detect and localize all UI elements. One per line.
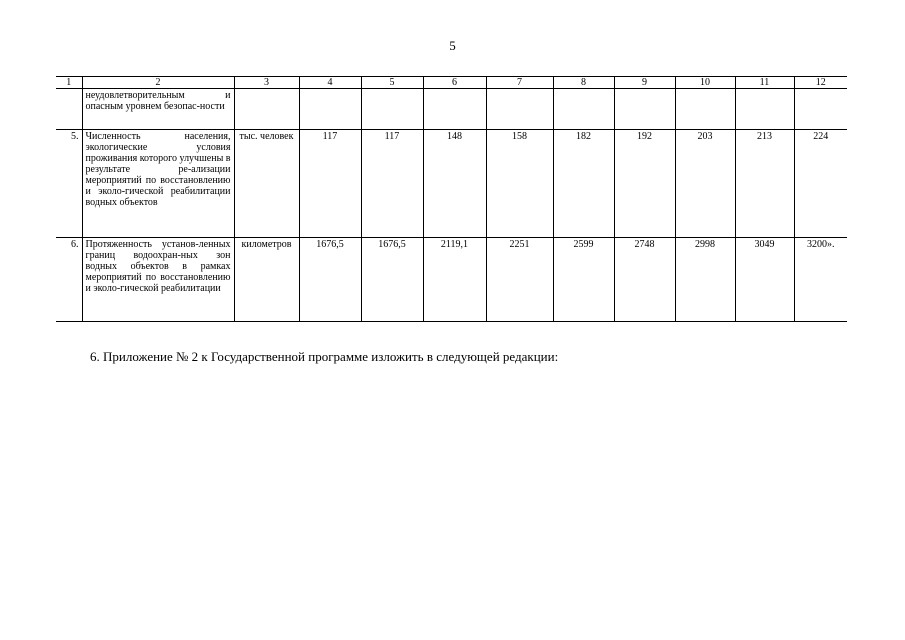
value-cell: 2251 <box>486 238 553 322</box>
value-cell <box>553 89 614 130</box>
value-cell <box>361 89 423 130</box>
value-cell: 224 <box>794 130 847 238</box>
value-cell: 3049 <box>735 238 794 322</box>
value-cell: 158 <box>486 130 553 238</box>
indicator-name: Численность населения, экологические условия проживания которого улучшены в результате ре-ализации мероприятий по восстановлению и эколо-гической реабилитации водных объектов <box>82 130 234 238</box>
indicator-name: Протяженность установ-ленных границ водоохран-ных зон водных объектов в рамках мероприятий по восстановлению и эколо-гической реабилитации <box>82 238 234 322</box>
table-row <box>56 238 847 322</box>
unit-cell <box>234 89 299 130</box>
row-number: 5. <box>56 130 82 238</box>
unit-cell: тыс. человек <box>234 130 299 238</box>
column-header: 12 <box>794 77 847 89</box>
value-cell: 117 <box>299 130 361 238</box>
table-row <box>56 89 847 130</box>
page-number: 5 <box>449 38 456 53</box>
column-header: 9 <box>614 77 675 89</box>
value-cell: 182 <box>553 130 614 238</box>
column-header: 4 <box>299 77 361 89</box>
indicators-table <box>56 76 847 322</box>
value-cell: 2998 <box>675 238 735 322</box>
value-cell: 2119,1 <box>423 238 486 322</box>
column-header: 11 <box>735 77 794 89</box>
body-paragraph: 6. Приложение № 2 к Государственной программе изложить в следующей редакции: <box>90 349 559 364</box>
row-number <box>56 89 82 130</box>
value-cell: 3200». <box>794 238 847 322</box>
value-cell: 192 <box>614 130 675 238</box>
value-cell: 1676,5 <box>299 238 361 322</box>
value-cell <box>794 89 847 130</box>
column-header: 8 <box>553 77 614 89</box>
value-cell: 1676,5 <box>361 238 423 322</box>
value-cell <box>299 89 361 130</box>
value-cell: 203 <box>675 130 735 238</box>
table-row <box>56 130 847 238</box>
indicator-name: неудовлетворительным и опасным уровнем безопас-ности <box>82 89 234 130</box>
value-cell: 2748 <box>614 238 675 322</box>
value-cell <box>735 89 794 130</box>
value-cell <box>614 89 675 130</box>
column-header: 10 <box>675 77 735 89</box>
value-cell: 2599 <box>553 238 614 322</box>
value-cell <box>675 89 735 130</box>
column-header: 6 <box>423 77 486 89</box>
column-header: 3 <box>234 77 299 89</box>
value-cell: 213 <box>735 130 794 238</box>
value-cell <box>423 89 486 130</box>
table-header-row <box>56 77 847 89</box>
value-cell <box>486 89 553 130</box>
value-cell: 148 <box>423 130 486 238</box>
unit-cell: километров <box>234 238 299 322</box>
column-header: 1 <box>56 77 82 89</box>
row-number: 6. <box>56 238 82 322</box>
column-header: 5 <box>361 77 423 89</box>
column-header: 7 <box>486 77 553 89</box>
column-header: 2 <box>82 77 234 89</box>
value-cell: 117 <box>361 130 423 238</box>
